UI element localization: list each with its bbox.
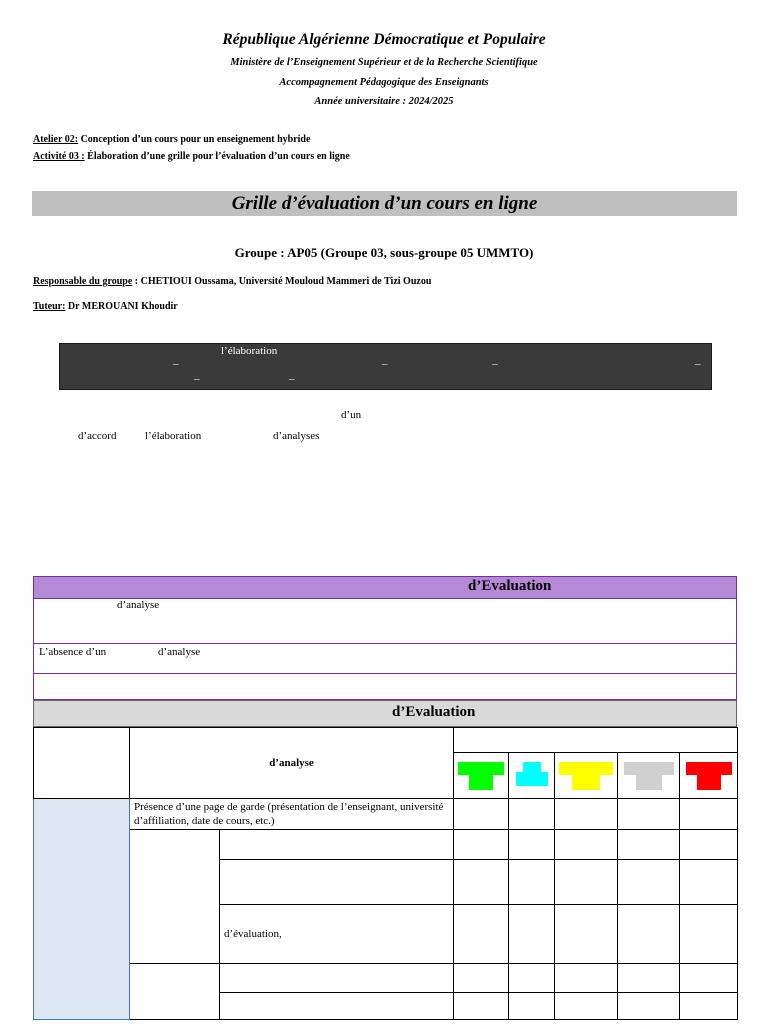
cell (555, 905, 618, 964)
cell (454, 905, 509, 964)
rating-yellow-cell (555, 753, 618, 799)
activite-text: Élaboration d’une grille pour l’évaluation d’un cours en ligne (84, 151, 350, 162)
criteria-row-4-text: d’évaluation, (220, 905, 454, 964)
cell (680, 993, 738, 1020)
criteria-row-2 (34, 830, 738, 860)
cell (680, 799, 738, 830)
grid-title-banner: Grille d’évaluation d’un cours en ligne (32, 191, 737, 216)
cell (680, 964, 738, 993)
cell (555, 799, 618, 830)
analysis-header-cell: d’analyse (130, 728, 454, 799)
grid-row-top (34, 728, 738, 753)
summary-row-3 (33, 674, 737, 700)
cell (509, 799, 555, 830)
summary-row-1 (33, 598, 737, 644)
rating-top-cell (454, 728, 738, 753)
fragment-daccord: d’accord (78, 430, 117, 442)
responsable-label: Responsable du groupe (33, 276, 133, 287)
cell (509, 993, 555, 1020)
program-line: Accompagnement Pédagogique des Enseignants (279, 77, 489, 88)
cell (454, 860, 509, 905)
summary-row-2-text-a: L’absence d’un (39, 646, 107, 658)
cell (680, 860, 738, 905)
atelier-text: Conception d’un cours pour un enseignement hybride (78, 134, 311, 145)
red-rating-icon (686, 762, 732, 790)
rating-cyan-cell (509, 753, 555, 799)
activite-label: Activité 03 : (33, 151, 85, 162)
dash-1: – (173, 358, 179, 370)
criteria-row-1-text: Présence d’une page de garde (présentation de l’enseignant, université d’affiliation, date de cours, etc.) (130, 799, 454, 830)
cell (454, 799, 509, 830)
dash-5: – (492, 358, 498, 370)
summary-row-1-text: d’analyse (117, 599, 160, 611)
tuteur-text: Dr MEROUANI Khoudir (65, 301, 178, 312)
criteria-table-header (33, 700, 737, 727)
tuteur-label: Tuteur: (33, 301, 66, 312)
cell (618, 905, 680, 964)
dash-2: – (194, 373, 200, 385)
atelier-label: Atelier 02: (33, 134, 79, 145)
dash-6: – (695, 358, 701, 370)
criteria-grid (33, 727, 738, 1020)
criteria-header-text: d’Evaluation (392, 704, 476, 720)
rating-green-cell (454, 753, 509, 799)
green-rating-icon (458, 762, 504, 790)
fragment-danalyses: d’analyses (273, 430, 320, 442)
cyan-rating-icon (516, 762, 548, 790)
cell (555, 964, 618, 993)
cell (454, 964, 509, 993)
criteria-row-5 (34, 964, 738, 993)
cell (509, 860, 555, 905)
criteria-corner-cell (34, 728, 130, 799)
instruction-bar (59, 343, 712, 390)
document-title: République Algérienne Démocratique et Populaire (222, 31, 546, 48)
dash-3: – (289, 373, 295, 385)
cell (555, 993, 618, 1020)
criteria-row-1 (34, 799, 738, 830)
instruction-text: l’élaboration (221, 345, 278, 357)
criteria-row-6-text (220, 993, 454, 1020)
criteria-row-5-text (220, 964, 454, 993)
criteria-category-cell (34, 799, 130, 1020)
fragment-dun: d’un (341, 409, 362, 421)
fragment-elaboration: l’élaboration (145, 430, 202, 442)
group-title: Groupe : AP05 (Groupe 03, sous-groupe 05 UMMTO) (234, 245, 534, 260)
rating-red-cell (680, 753, 738, 799)
cell (555, 860, 618, 905)
grey-rating-icon (624, 762, 674, 790)
dash-4: – (382, 358, 388, 370)
criteria-subgroup-cell-2 (130, 964, 220, 1020)
cell (555, 830, 618, 860)
cell (509, 830, 555, 860)
cell (618, 964, 680, 993)
summary-row-2-text-b: d’analyse (158, 646, 201, 658)
cell (618, 860, 680, 905)
cell (618, 799, 680, 830)
ministry-line: Ministère de l’Enseignement Supérieur et de la Recherche Scientifique (230, 57, 538, 68)
activite-line (33, 151, 350, 162)
criteria-subgroup-cell (130, 830, 220, 964)
cell (680, 905, 738, 964)
academic-year: Année universitaire : 2024/2025 (314, 96, 454, 107)
cell (509, 905, 555, 964)
criteria-row-2-text (220, 830, 454, 860)
responsable-text: : CHETIOUI Oussama, Université Mouloud Mammeri de Tizi Ouzou (132, 276, 432, 287)
cell (618, 830, 680, 860)
summary-table-header (33, 576, 737, 599)
rating-grey-cell (618, 753, 680, 799)
summary-row-2 (33, 644, 737, 674)
yellow-rating-icon (559, 762, 613, 790)
cell (680, 830, 738, 860)
summary-header-text: d’Evaluation (468, 578, 552, 594)
cell (618, 993, 680, 1020)
criteria-row-3-text (220, 860, 454, 905)
responsable-line (33, 276, 431, 287)
tuteur-line (33, 301, 178, 312)
cell (454, 993, 509, 1020)
atelier-line (33, 134, 310, 145)
cell (454, 830, 509, 860)
cell (509, 964, 555, 993)
